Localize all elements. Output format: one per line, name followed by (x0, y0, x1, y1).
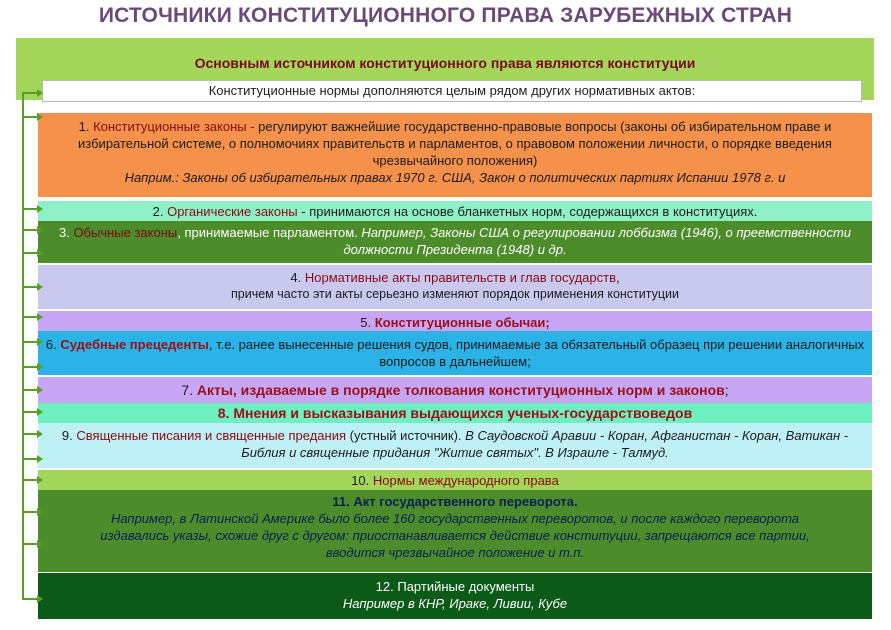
item-party-documents (38, 573, 872, 619)
item-title: Органические законы (167, 204, 298, 219)
item-number: 8. (217, 405, 230, 421)
item-constitutional-laws (38, 113, 872, 197)
item-example: Наприм.: Законы об избирательных правах 1970 г. США, Закон о политических партиях Испании 1978 г. и (124, 170, 786, 185)
connector-arrow (22, 286, 38, 288)
item-note: причем часто эти акты серьезно изменяют порядок применения конституции (231, 287, 679, 301)
item-number: 11. (332, 494, 350, 509)
connector-line (22, 92, 24, 600)
item-title: Обычные законы (73, 225, 178, 240)
item-description: ; (724, 382, 729, 398)
item-description: регулируют важнейшие государственно-правовые вопросы (законы об избирательном праве и избирательной системе, о полномочиях правительств и парламентов, о правовом положении личности, о порядке введения чрезвычайного положения) (78, 119, 832, 168)
item-title: Судебные прецеденты (60, 337, 209, 352)
connector-arrow (22, 366, 38, 368)
item-title: Конституционные законы - (93, 119, 255, 134)
item-number: 5. (360, 315, 372, 330)
connector-arrow (22, 458, 38, 460)
item-organic-laws (38, 201, 872, 221)
item-title: Конституционные обычаи; (374, 315, 550, 330)
connector-arrow (22, 341, 38, 343)
item-number: 12. (375, 579, 394, 594)
item-constitutional-customs (38, 311, 872, 331)
item-number: 3. (58, 225, 70, 240)
item-coup-act (38, 490, 872, 572)
item-example: Например, в Латинской Америке было более 160 государственных переворотов, и после каждого переворота издавались указы, схожие друг с другом: приостанавливается действие конституции, запрещаются все партии, вводится чрезвычайное положение и т.п. (100, 511, 810, 560)
item-number: 6. (45, 337, 57, 352)
item-number: 1. (78, 119, 90, 134)
item-title: Нормы международного права (372, 473, 559, 488)
connector-arrow (22, 411, 38, 413)
item-description: (устный источник). (346, 428, 462, 443)
item-government-acts (38, 265, 872, 309)
item-example: Например в КНР, Ираке, Ливии, Кубе (342, 596, 568, 611)
item-number: 2. (152, 204, 164, 219)
item-number: 10. (351, 473, 370, 488)
item-number: 7. (181, 382, 194, 398)
item-title: Партийные документы (397, 579, 535, 594)
main-source-text: Основным источником конституционного права являются конституции (194, 55, 696, 71)
connector-arrow (22, 229, 38, 231)
connector-arrow (22, 316, 38, 318)
item-title: Мнения и высказывания выдающихся ученых-государствоведов (233, 405, 693, 421)
connector-arrow (22, 479, 38, 481)
connector-arrow (22, 92, 38, 94)
item-example: Например, Законы США о регулировании лоббизма (1946), о преемственности должности Президента (1948) и др. (343, 225, 852, 257)
connector-arrow (22, 252, 38, 254)
item-description: , (615, 270, 620, 285)
item-title: Священные писания и священные предания (76, 428, 347, 443)
item-description: - принимаются на основе бланкетных норм, содержащихся в конституциях. (297, 204, 758, 219)
item-title: Акты, издаваемые в порядке толкования конституционных норм и законов (196, 382, 725, 398)
item-interpretation-acts (38, 377, 872, 403)
connector-arrow (22, 511, 38, 513)
item-scholar-opinions (38, 403, 872, 423)
item-example: В Саудовской Аравии - Коран, Афганистан - Коран, Ватикан - Библия и священные придания "Житие святых". В Израиле - Талмуд. (241, 428, 849, 460)
supplementary-acts-text: Конституционные нормы дополняются целым рядом других нормативных актов: (42, 80, 862, 102)
connector-arrow (22, 598, 38, 600)
item-sacred-scriptures (38, 423, 872, 468)
item-ordinary-laws (38, 221, 872, 263)
page-title: ИСТОЧНИКИ КОНСТИТУЦИОННОГО ПРАВА ЗАРУБЕЖНЫХ СТРАН (98, 4, 793, 27)
item-title: Нормативные акты правительств и глав государств (304, 270, 616, 285)
item-description: , т.е. ранее вынесенные решения судов, принимаемые за обязательный образец при решении аналогичных вопросов в дальнейшем; (208, 337, 865, 369)
connector-arrow (22, 208, 38, 210)
connector-arrow (22, 433, 38, 435)
connector-arrow (22, 116, 38, 118)
connector-arrow (22, 389, 38, 391)
connector-arrow (22, 543, 38, 545)
item-description: , принимаемые парламентом. (177, 225, 358, 240)
item-international-law (38, 470, 872, 490)
item-title: Акт государственного переворота. (353, 494, 578, 509)
item-number: 4. (290, 270, 302, 285)
item-number: 9. (61, 428, 73, 443)
item-judicial-precedents (38, 331, 872, 375)
